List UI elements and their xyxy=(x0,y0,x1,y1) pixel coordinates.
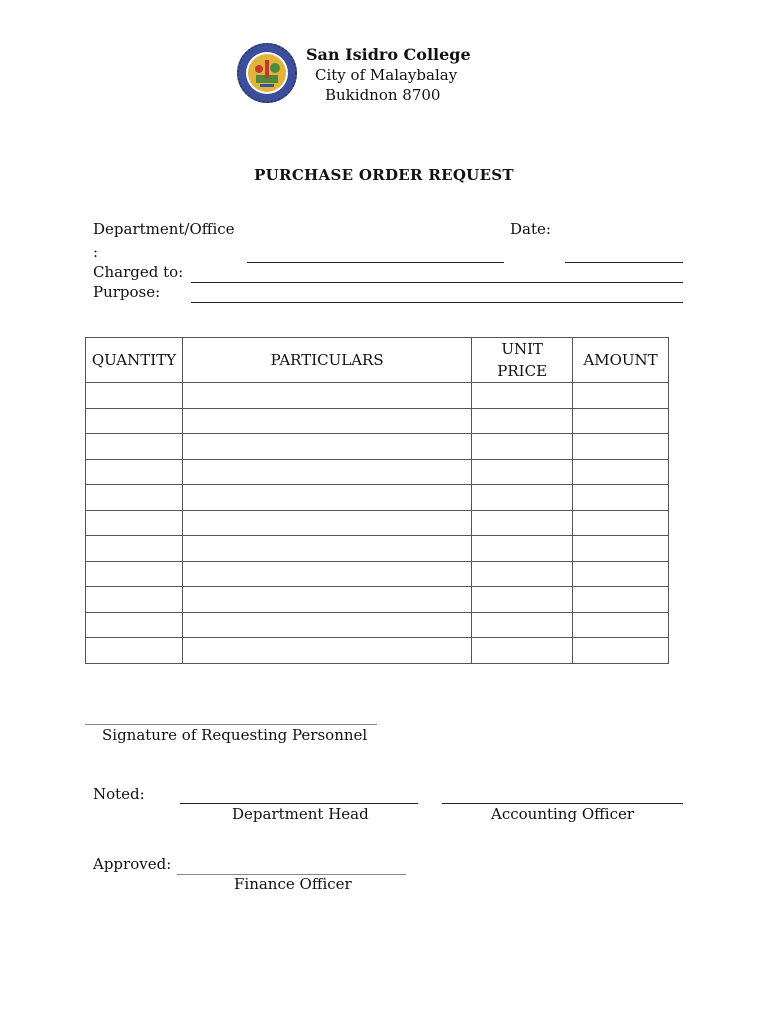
amount-cell[interactable] xyxy=(573,408,669,434)
purpose-field-line[interactable] xyxy=(191,302,683,303)
particulars-cell[interactable] xyxy=(182,612,471,638)
unit-price-cell[interactable] xyxy=(472,638,573,664)
table-row xyxy=(86,408,669,434)
table-row xyxy=(86,383,669,409)
school-province: Bukidnon 8700 xyxy=(325,86,441,104)
particulars-cell[interactable] xyxy=(182,638,471,664)
amount-cell[interactable] xyxy=(573,536,669,562)
department-field-line[interactable] xyxy=(247,262,504,263)
noted-label: Noted: xyxy=(93,785,145,803)
particulars-cell[interactable] xyxy=(182,459,471,485)
unit-price-cell[interactable] xyxy=(472,536,573,562)
amount-cell[interactable] xyxy=(573,485,669,511)
accounting-officer-signature-line[interactable] xyxy=(442,803,683,804)
unit-price-header-line1: UNIT xyxy=(501,340,544,358)
date-label: Date: xyxy=(510,220,551,238)
department-head-signature-line[interactable] xyxy=(180,803,418,804)
particulars-cell[interactable] xyxy=(182,383,471,409)
particulars-cell[interactable] xyxy=(182,510,471,536)
quantity-cell[interactable] xyxy=(86,408,183,434)
amount-cell[interactable] xyxy=(573,459,669,485)
amount-cell[interactable] xyxy=(573,587,669,613)
charged-to-label: Charged to: xyxy=(93,263,184,281)
requesting-signature-line[interactable] xyxy=(85,724,377,725)
accounting-officer-label: Accounting Officer xyxy=(491,805,635,823)
quantity-cell[interactable] xyxy=(86,638,183,664)
quantity-cell[interactable] xyxy=(86,459,183,485)
unit-price-cell[interactable] xyxy=(472,612,573,638)
unit-price-cell[interactable] xyxy=(472,510,573,536)
quantity-cell[interactable] xyxy=(86,485,183,511)
quantity-cell[interactable] xyxy=(86,587,183,613)
table-row xyxy=(86,434,669,460)
table-row xyxy=(86,561,669,587)
unit-price-cell[interactable] xyxy=(472,587,573,613)
particulars-header: PARTICULARS xyxy=(182,338,471,383)
table-header-row xyxy=(86,338,669,383)
particulars-cell[interactable] xyxy=(182,408,471,434)
quantity-header: QUANTITY xyxy=(86,338,183,383)
unit-price-header xyxy=(472,338,573,383)
form-title: PURCHASE ORDER REQUEST xyxy=(254,166,514,184)
items-table xyxy=(85,337,669,664)
table-row xyxy=(86,612,669,638)
amount-cell[interactable] xyxy=(573,434,669,460)
quantity-cell[interactable] xyxy=(86,612,183,638)
finance-officer-label: Finance Officer xyxy=(234,875,352,893)
unit-price-cell[interactable] xyxy=(472,459,573,485)
unit-price-cell[interactable] xyxy=(472,561,573,587)
unit-price-cell[interactable] xyxy=(472,408,573,434)
college-seal-logo xyxy=(236,42,298,104)
particulars-cell[interactable] xyxy=(182,561,471,587)
requesting-signature-label: Signature of Requesting Personnel xyxy=(102,726,368,744)
table-row xyxy=(86,638,669,664)
amount-header: AMOUNT xyxy=(573,338,669,383)
date-field-line[interactable] xyxy=(565,262,683,263)
quantity-cell[interactable] xyxy=(86,434,183,460)
table-row xyxy=(86,459,669,485)
table-row xyxy=(86,536,669,562)
department-head-label: Department Head xyxy=(232,805,369,823)
amount-cell[interactable] xyxy=(573,612,669,638)
quantity-cell[interactable] xyxy=(86,561,183,587)
unit-price-header-line2: PRICE xyxy=(497,362,548,380)
quantity-cell[interactable] xyxy=(86,383,183,409)
department-label: Department/Office xyxy=(93,220,235,238)
charged-to-field-line[interactable] xyxy=(191,282,683,283)
table-row xyxy=(86,485,669,511)
amount-cell[interactable] xyxy=(573,638,669,664)
school-name: San Isidro College xyxy=(306,45,471,64)
amount-cell[interactable] xyxy=(573,561,669,587)
approved-label: Approved: xyxy=(93,855,172,873)
department-colon: : xyxy=(93,243,99,261)
school-city: City of Malaybalay xyxy=(315,66,458,84)
unit-price-cell[interactable] xyxy=(472,383,573,409)
quantity-cell[interactable] xyxy=(86,510,183,536)
particulars-cell[interactable] xyxy=(182,485,471,511)
purpose-label: Purpose: xyxy=(93,283,161,301)
unit-price-cell[interactable] xyxy=(472,485,573,511)
particulars-cell[interactable] xyxy=(182,587,471,613)
table-row xyxy=(86,587,669,613)
unit-price-cell[interactable] xyxy=(472,434,573,460)
amount-cell[interactable] xyxy=(573,510,669,536)
amount-cell[interactable] xyxy=(573,383,669,409)
particulars-cell[interactable] xyxy=(182,434,471,460)
quantity-cell[interactable] xyxy=(86,536,183,562)
particulars-cell[interactable] xyxy=(182,536,471,562)
table-row xyxy=(86,510,669,536)
